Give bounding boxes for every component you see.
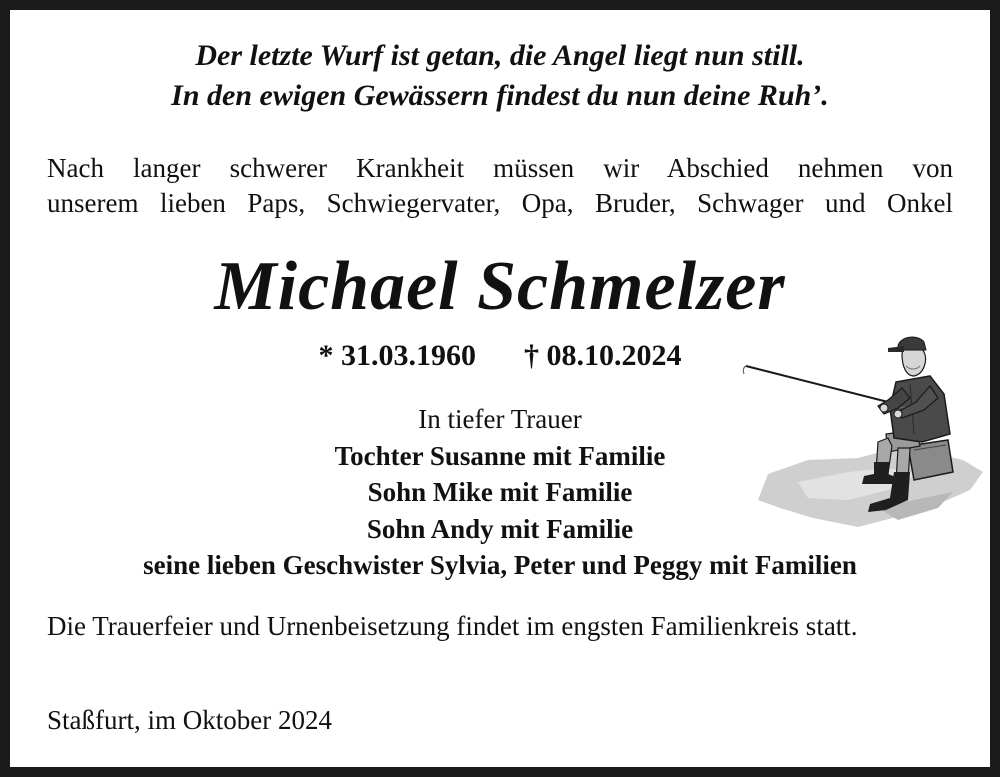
mourner-line: seine lieben Geschwister Sylvia, Peter und Peggy mit Familien [143, 550, 857, 580]
death-date: † 08.10.2024 [524, 339, 682, 372]
deceased-name: Michael Schmelzer [214, 248, 786, 325]
intro-line-1: Nach langer schwerer Krankheit müssen wir Abschied nehmen von [47, 153, 953, 183]
intro-line-2: unserem lieben Paps, Schwiegervater, Opa, Bruder, Schwager und Onkel [47, 188, 953, 218]
motto-line-2: In den ewigen Gewässern findest du nun deine Ruh’. [171, 79, 829, 112]
motto-line-1: Der letzte Wurf ist getan, die Angel liegt nun still. [195, 39, 805, 72]
service-info: Die Trauerfeier und Urnenbeisetzung findet im engsten Familienkreis statt. [47, 611, 858, 641]
birth-date: * 31.03.1960 [318, 339, 476, 372]
fisherman-icon [738, 322, 993, 532]
motto-verse [10, 36, 990, 116]
intro-text [47, 151, 953, 221]
place-date: Staßfurt, im Oktober 2024 [47, 705, 332, 735]
mourner-line: Sohn Andy mit Familie [366, 513, 634, 544]
mourning-lead: In tiefer Trauer [418, 404, 582, 434]
mourner-line: Sohn Mike mit Familie [367, 477, 633, 507]
mourner-line: Tochter Susanne mit Familie [334, 440, 666, 471]
